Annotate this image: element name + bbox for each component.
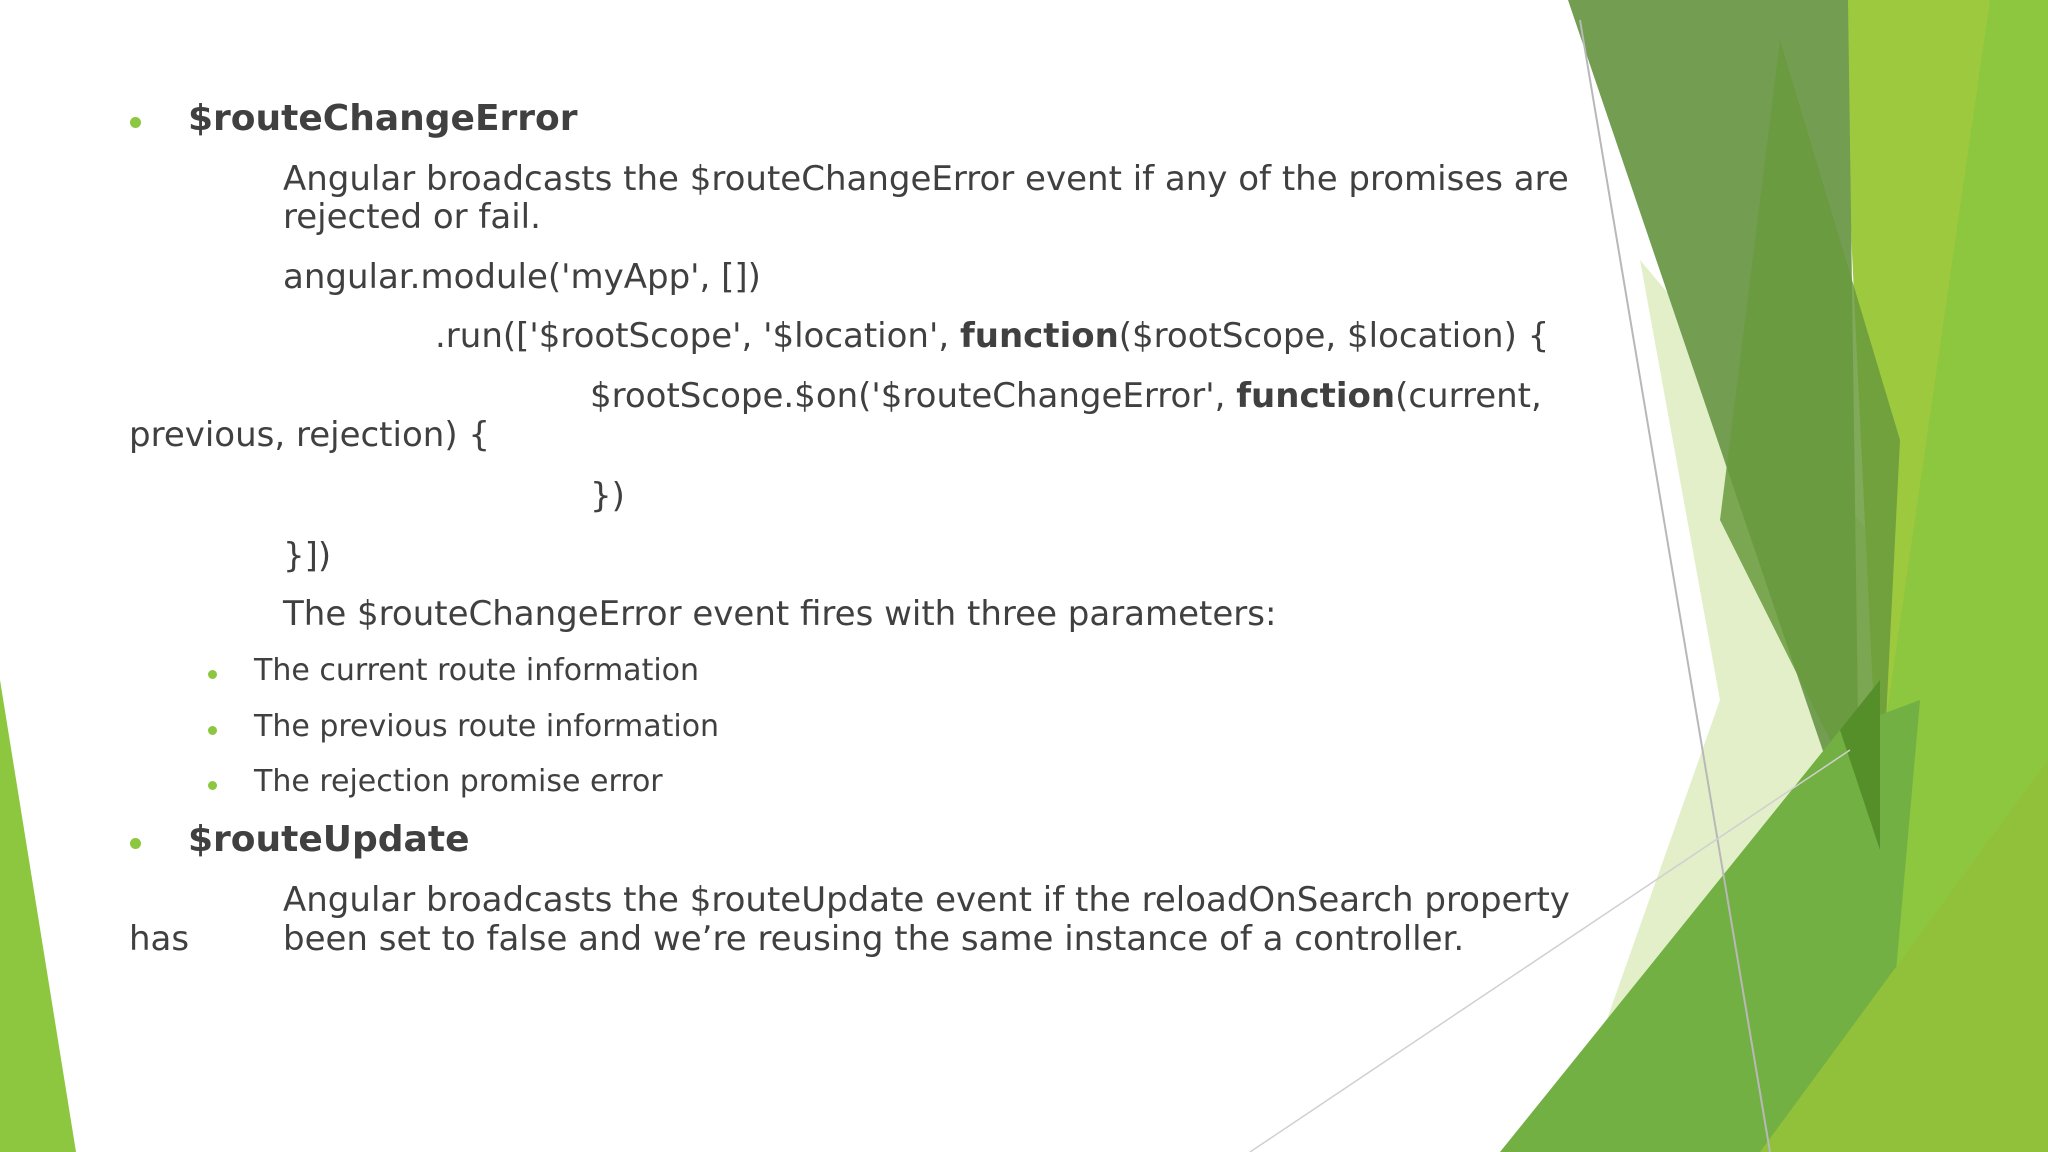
heading-route-change-error: $routeChangeError (188, 98, 578, 139)
params-intro: The $routeChangeError event fires with three parameters: (283, 594, 1277, 634)
bullet-param-3 (208, 781, 217, 790)
desc1-line2: rejected or fail. (283, 197, 541, 237)
code-line-2-post: ($rootScope, $location) { (1118, 316, 1550, 356)
desc2-line2: been set to false and we’re reusing the same instance of a controller. (283, 919, 1465, 959)
code-line-5: }) (590, 476, 625, 516)
heading-route-update: $routeUpdate (188, 819, 470, 860)
bullet-param-2 (208, 726, 217, 735)
param-item-3: The rejection promise error (254, 764, 663, 799)
code-line-4: previous, rejection) { (129, 415, 491, 455)
bullet-heading1 (130, 117, 141, 128)
param-item-2: The previous route information (254, 709, 720, 744)
code-line-2-keyword: function (959, 316, 1119, 356)
bullet-param-1 (208, 670, 217, 679)
code-line-3-keyword: function (1236, 376, 1396, 416)
code-line-2-pre: .run(['$rootScope', '$location', (435, 316, 960, 356)
code-line-6: }]) (283, 536, 332, 576)
desc2-line1: Angular broadcasts the $routeUpdate event if the reloadOnSearch property (283, 880, 1570, 920)
desc2-word-has: has (129, 919, 190, 959)
param-item-1: The current route information (254, 653, 700, 688)
desc1-line1: Angular broadcasts the $routeChangeError event if any of the promises are (283, 159, 1569, 199)
code-line-3 (590, 376, 1542, 416)
code-line-2 (435, 316, 1549, 356)
code-line-3-post: (current, (1395, 376, 1542, 416)
bullet-heading2 (130, 838, 141, 849)
left-green-sliver (0, 680, 76, 1152)
code-line-1: angular.module('myApp', []) (283, 257, 761, 297)
code-line-3-pre: $rootScope.$on('$routeChangeError', (590, 376, 1237, 416)
